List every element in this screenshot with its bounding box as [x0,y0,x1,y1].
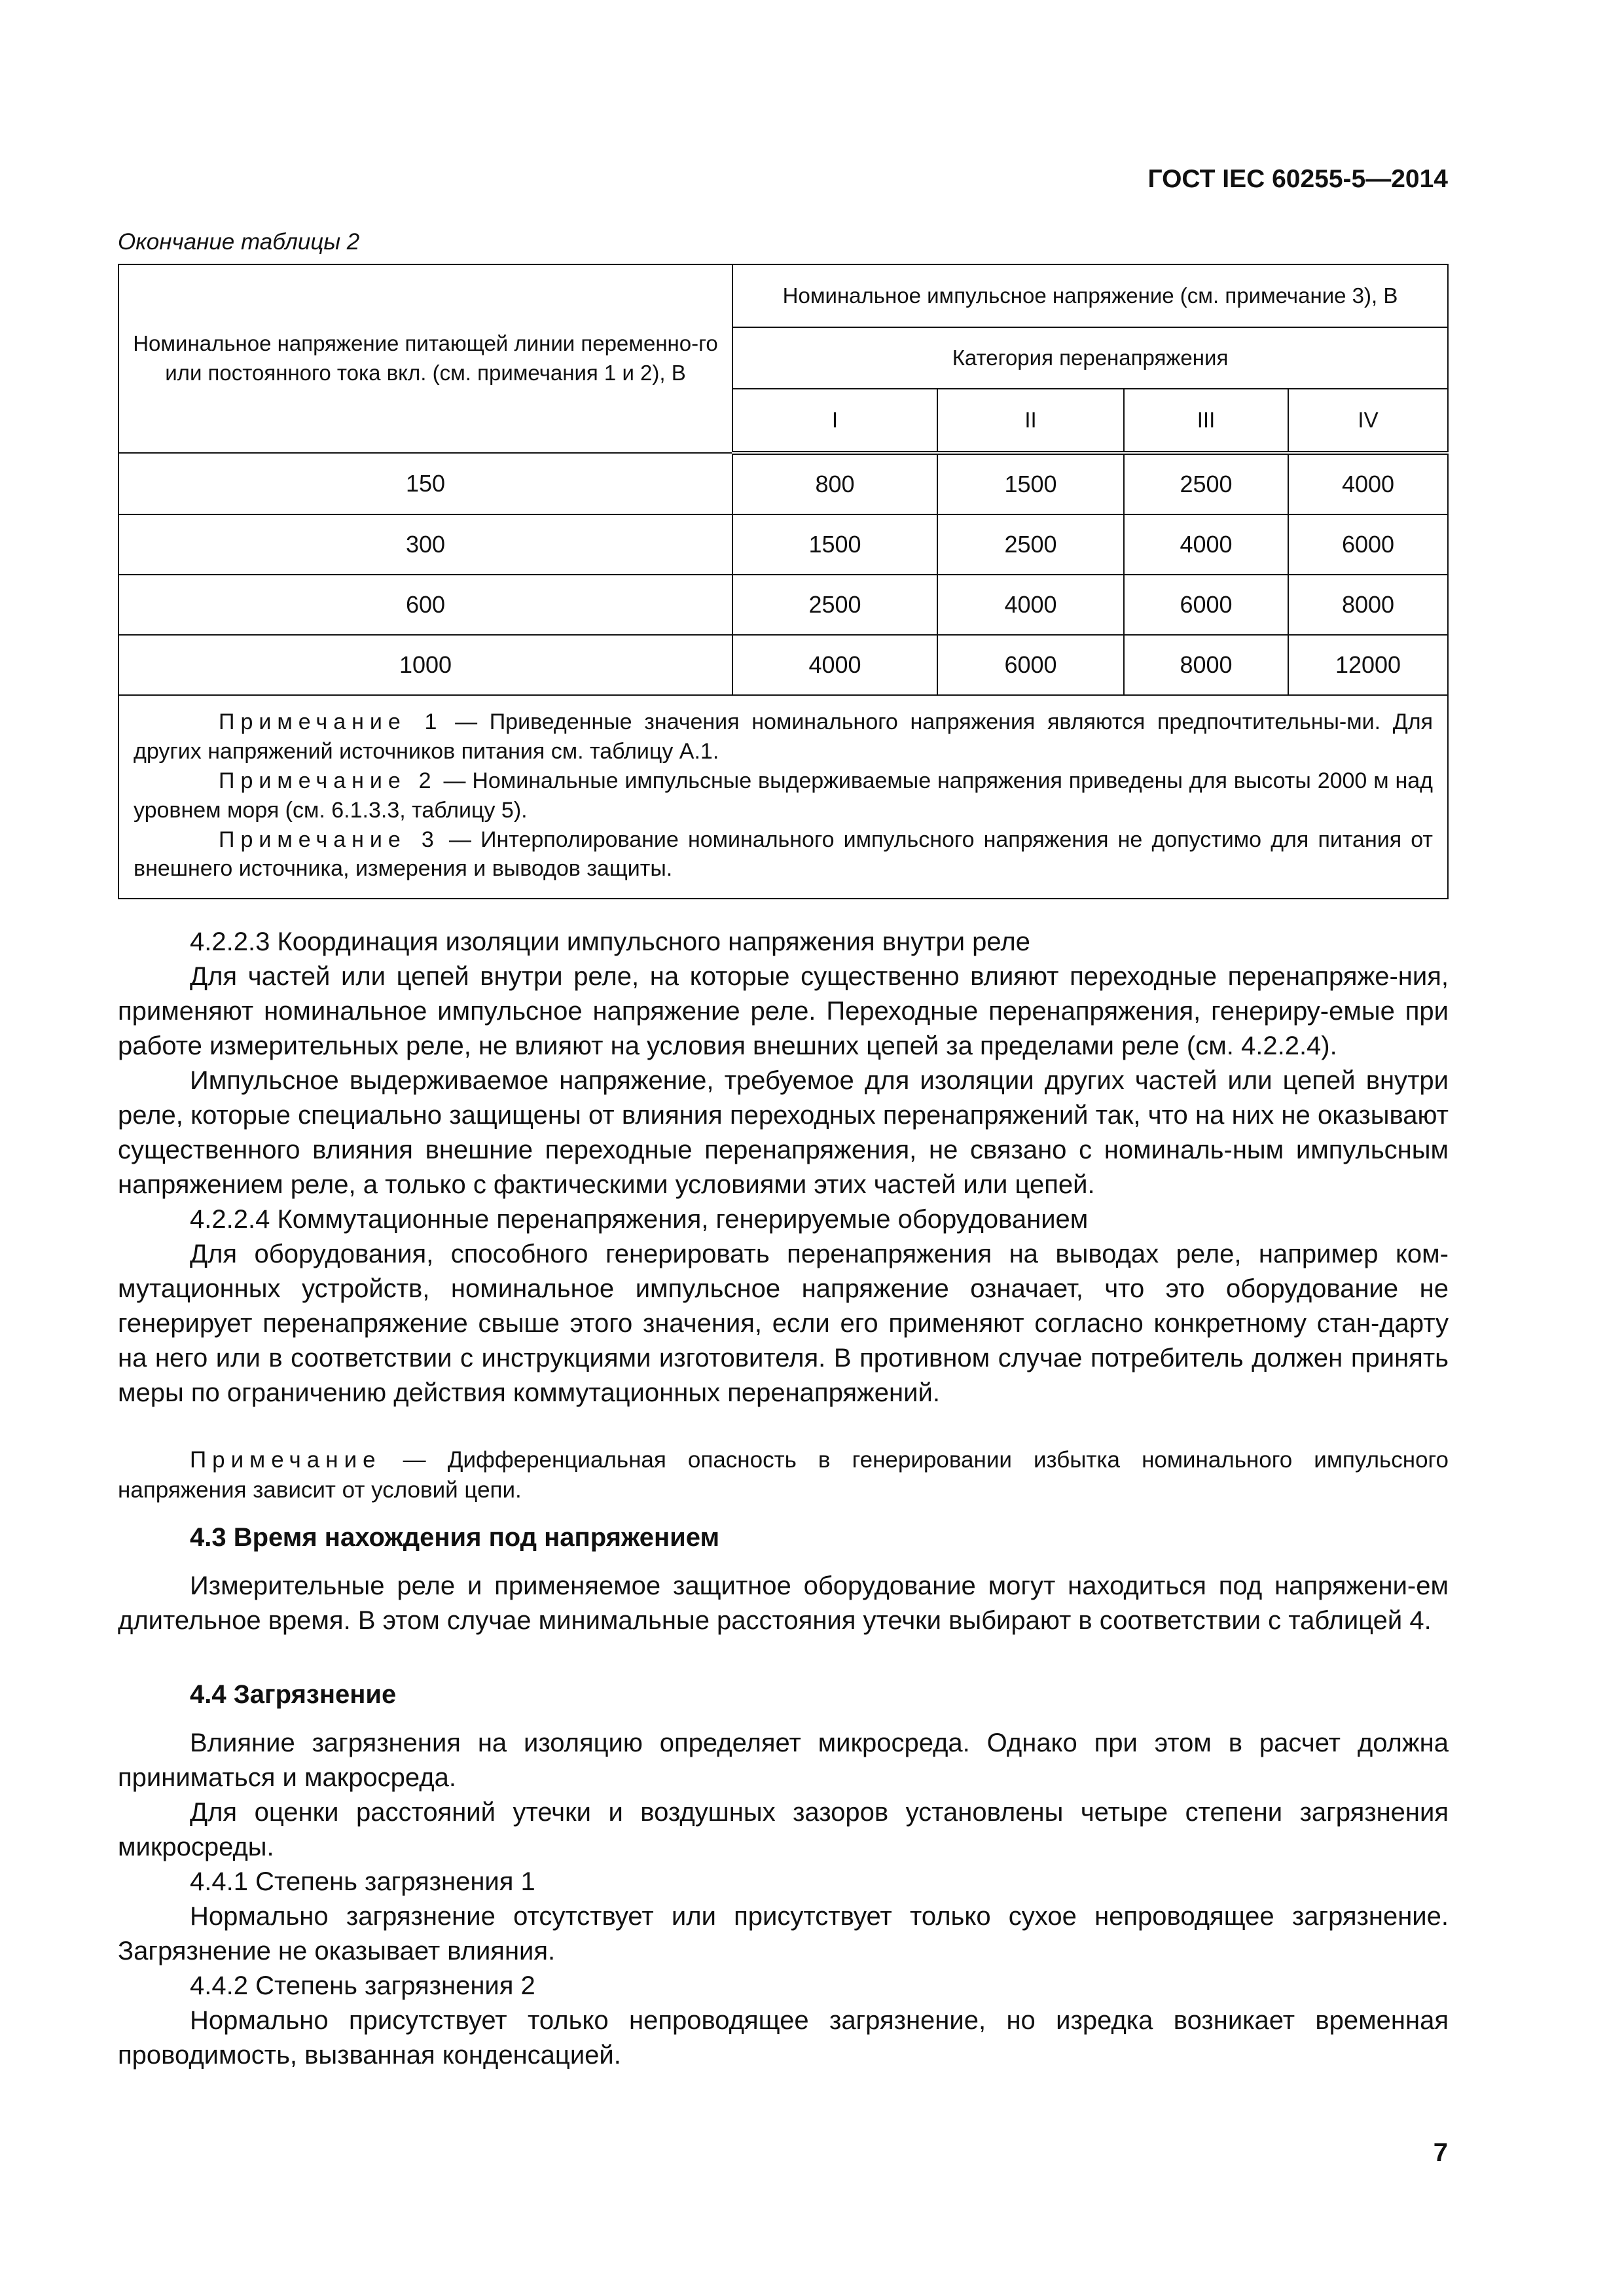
table-cell: 6000 [937,635,1124,695]
table-cell: 300 [118,514,732,575]
table-cell: 4000 [1288,453,1448,514]
table-cell: 6000 [1124,575,1288,635]
paragraph: Импульсное выдерживаемое напряжение, требуемое для изоляции других частей или цепей внутри реле, которые специально защищены от влияния переходных перенапряжений так, что на них не оказывают существенного влияния внешние переходные перенапряжения, не связано с номиналь-ным импульсным напряжением реле, а только с фактическими условиями этих частей или цепей. [118,1066,1449,1199]
paragraph: Нормально загрязнение отсутствует или присутствует только сухое непроводящее загрязнение. Загрязнение не оказывает влияния. [118,1902,1449,1965]
note-label: Примечание [190,1447,382,1473]
table-cell: 1500 [732,514,937,575]
paragraph: Нормально присутствует только непроводящее загрязнение, но изредка возникает временная проводимость, вызванная конденсацией. [118,2006,1449,2070]
paragraph: Для оценки расстояний утечки и воздушных зазоров установлены четыре степени загрязнения микросреды. [118,1798,1449,1861]
table-cell: 800 [732,453,937,514]
table-caption: Окончание таблицы 2 [118,229,360,255]
section-43-body [118,1569,1449,1638]
table-cell: 1500 [937,453,1124,514]
section-title: 4.2.2.4 Коммутационные перенапряжения, генерируемые оборудованием [190,1205,1089,1234]
table-cell: 4000 [1124,514,1288,575]
table-row [118,575,1448,635]
section-title: 4.4.1 Степень загрязнения 1 [190,1867,535,1896]
table-cell: 2500 [937,514,1124,575]
table-cell: 1000 [118,635,732,695]
section-title: 4.4.2 Степень загрязнения 2 [190,1971,535,2000]
note-text: — Дифференциальная опасность в генерировании избытка номинального импульсного напряжения зависит от условий цепи. [118,1447,1449,1503]
note-label: Примечание 2 [219,768,437,793]
table-cell: 4000 [732,635,937,695]
table-cell: 4000 [937,575,1124,635]
table-cell: 2500 [1124,453,1288,514]
table-head-right: Номинальное импульсное напряжение (см. примечание 3), В [732,264,1448,327]
table-cell: 2500 [732,575,937,635]
table-cell: 6000 [1288,514,1448,575]
note-text: — Приведенные значения номинального напряжения являются предпочтительны-ми. Для других напряжений источников питания см. таблицу А.1. [134,709,1433,764]
note-text: — Номинальные импульсные выдерживаемые напряжения приведены для высоты 2000 м над уровнем моря (см. 6.1.3.3, таблицу 5). [134,768,1433,823]
table-cell: 150 [118,453,732,514]
table-head-cat-2: II [937,389,1124,453]
section-44-body [118,1726,1449,2073]
table-cell: 12000 [1288,635,1448,695]
section-note [118,1445,1449,1505]
note-label: Примечание 3 [219,827,440,852]
table-note-1 [134,708,1433,766]
table-note-3 [134,825,1433,884]
table-notes [118,695,1448,899]
table-cell: 8000 [1124,635,1288,695]
note-paragraph [118,1445,1449,1505]
table-head-left-text: Номинальное напряжение питающей линии переменно-го или постоянного тока вкл. (см. примечания 1 и 2), В [133,331,718,385]
table-row [118,635,1448,695]
note-text: — Интерполирование номинального импульсного напряжения не допустимо для питания от внешнего источника, измерения и выводов защиты. [134,827,1433,882]
paragraph: Для частей или цепей внутри реле, на которые существенно влияют переходные перенапряже-ния, применяют номинальное импульсное напряжение реле. Переходные перенапряжения, генериру-емые при работе измерительных реле, не влияют на условия внешних цепей за пределами реле (см. 4.2.2.4). [118,962,1449,1060]
table-row [118,453,1448,514]
paragraph: Измерительные реле и применяемое защитное оборудование могут находиться под напряжени-ем длительное время. В этом случае минимальные расстояния утечки выбирают в соответствии с таблицей 4. [118,1571,1449,1635]
note-label: Примечание 1 [219,709,443,734]
table-note-2 [134,766,1433,825]
table-head-cat-1: I [732,389,937,453]
table-head-cat-4: IV [1288,389,1448,453]
section-4223 [118,925,1449,1410]
table-head-left [118,264,732,453]
table-row [118,514,1448,575]
table-head-category: Категория перенапряжения [732,327,1448,389]
section-heading-4-3: 4.3 Время нахождения под напряжением [190,1523,720,1552]
paragraph: Для оборудования, способного генерировать перенапряжения на выводах реле, например ком-мутационных устройств, номинальное импульсное напряжение означает, что это оборудование не генерирует перенапряжение свыше этого значения, если его применяют согласно конкретному стан-дарту на него или в соответствии с инструкциями изготовителя. В противном случае потребитель должен принять меры по ограничению действия коммутационных перенапряжений. [118,1240,1449,1407]
paragraph: Влияние загрязнения на изоляцию определяет микросреда. Однако при этом в расчет должна приниматься и макросреда. [118,1729,1449,1792]
table-cell: 8000 [1288,575,1448,635]
section-title: 4.2.2.3 Координация изоляции импульсного напряжения внутри реле [190,927,1030,956]
table-cell: 600 [118,575,732,635]
voltage-table [118,264,1449,899]
table-head-cat-3: III [1124,389,1288,453]
page-number: 7 [1433,2138,1448,2167]
section-heading-4-4: 4.4 Загрязнение [190,1680,397,1709]
document-header: ГОСТ IEC 60255-5—2014 [1147,165,1448,193]
